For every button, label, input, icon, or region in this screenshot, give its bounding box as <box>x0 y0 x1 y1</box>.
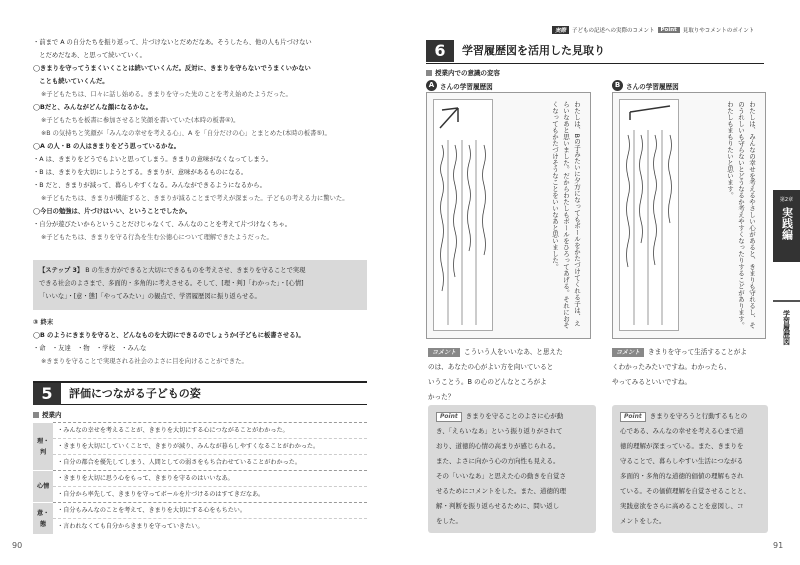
handwriting-a-image <box>434 100 492 330</box>
comment-b-badge: コメント <box>612 348 644 357</box>
dialog-line: ◯きまりを守ってうまくいくことは続いていくんだ。反対に、きまりを守らないでうまくいかない <box>33 65 311 72</box>
dialog-line: ※きまりを守ることで実現される社会のよさに目を向けることができた。 <box>41 358 248 365</box>
chapter-tab-title: 実践編 <box>780 207 794 240</box>
comment-a-line: のは、あなたの心がよい方を向いていると <box>428 363 554 371</box>
dialog-line: ※子どもたちを板書に参加させると笑顔を書いていた(本時の板書④)。 <box>41 117 240 124</box>
dialog-line: ※子どもたちは、きまりを守る行為を生む公徳心について理解できたようだった。 <box>41 234 273 241</box>
header-badge-actual: 実際 <box>552 26 569 34</box>
point-b-line: 実践意欲をさらに高めることを意図し、コ <box>620 502 744 510</box>
point-b-line: 心である、みんなの幸せを考える心まで道 <box>620 427 744 435</box>
dialog-line: ③ 終末 <box>33 319 54 326</box>
dialog-line: ◯今日の勉強は、片づけはいい、ということでしたか。 <box>33 208 192 215</box>
eval-row <box>33 487 367 503</box>
eval-row <box>33 471 367 487</box>
running-header <box>552 26 754 34</box>
point-a-badge: Point <box>436 412 462 422</box>
eval-row <box>33 519 367 535</box>
dialog-line: ・B だと、きまりが減って、暮らしやすくなる。みんなができるようになるから。 <box>33 182 266 189</box>
dialog-line: ◯A の人・B の人はきまりをどう思っているかな。 <box>33 143 181 150</box>
dialog-line: ◯B のようにきまりを守ると、どんなものを大切にできるのでしょうか(子どもに板書させる)。 <box>33 332 305 339</box>
point-a-line: きまりを守ることのよさに心が動 <box>465 412 564 420</box>
point-box-b <box>612 405 768 533</box>
chapter-tab-number: 第2章 <box>779 197 794 203</box>
eval-category: 理・判 <box>33 423 53 471</box>
point-a-line: をした。 <box>436 517 462 525</box>
point-b-line: メントをした。 <box>620 517 666 525</box>
point-a-line: その「いいなあ」と思えた心の動きを自覚さ <box>436 472 566 480</box>
dialog-line: ◯Bだと、みんながどんな顔になるかな。 <box>33 104 152 111</box>
section-5-title: 評価につながる子どもの姿 <box>69 387 201 400</box>
point-a-line: き、「えらいなあ」という振り返りがされて <box>436 427 563 435</box>
eval-row <box>33 423 367 439</box>
point-b-badge: Point <box>620 412 646 422</box>
right-page <box>400 0 800 565</box>
eval-row <box>33 439 367 455</box>
step3-line1: B の生き方ができると大切にできるものを考えさせ、きまりを守ることで実現 <box>83 267 306 274</box>
comment-b <box>612 345 768 390</box>
dialog-line: ※子どもたちは、口々に話し始める。きまりを守った先のことを考え始めたようだった。 <box>41 91 292 98</box>
comment-b-line: くわかったみたいですね。わかったら、 <box>612 363 731 371</box>
comment-a-line: かった？ <box>428 393 455 401</box>
eval-category: 心情 <box>33 471 53 503</box>
learning-history-board-a <box>426 92 591 339</box>
point-a-line: また、よさに向かう心の方向性も見える。 <box>436 457 560 465</box>
board-a-typed-text: わたしは、Bの子みたいに夕方になってもボールをかたづけてくれる子は、えらいなあと思いました。だからわたしもボールをひろってあげる。それにおそくなってもかたづけそうなことをいいなあと思いました。 <box>551 101 581 329</box>
board-a-label <box>426 80 493 91</box>
evaluation-table <box>33 422 367 534</box>
subhead-jugyounai: 授業内 <box>33 410 62 419</box>
section-5-number: 5 <box>33 383 61 405</box>
section-5-header <box>33 381 367 405</box>
handwritten-sheet-b <box>619 99 679 331</box>
step3-label: 【ステップ 3】 <box>39 267 84 274</box>
dialog-line: ・B は、きまりを大切にしようとする。きまりが、意味があるものになる。 <box>33 169 248 176</box>
board-b-label <box>612 80 679 91</box>
eval-item: ・きまりを大切にしていくことで、きまりが減り、みんなが暮らしやすくなることがわかった。 <box>53 439 367 455</box>
page-number-left: 90 <box>12 541 23 550</box>
closing-section <box>33 316 368 368</box>
section-6-number: 6 <box>426 40 454 62</box>
eval-row <box>33 503 367 519</box>
comment-a-line: いうことう。B の心のどんなところがよ <box>428 378 547 386</box>
dialog-line: ことも続いていくんだ。 <box>33 78 109 85</box>
step3-box <box>33 260 367 310</box>
student-b-circle: B <box>612 80 623 91</box>
eval-item: ・自分もみんなのことを考えて、きまりを大切にする心をもちたい。 <box>53 503 367 519</box>
dialog-line: ※子どもたちは、きまりが機能すると、きまりが減ることまで考えが深まった。子どもの考える力に驚いた。 <box>41 195 349 202</box>
point-b-line: ている。その価値理解を自覚させることと、 <box>620 487 750 495</box>
subhead-change: 授業内での意識の変容 <box>426 68 500 77</box>
comment-a-line: こういう人をいいなあ、と思えた <box>464 348 563 356</box>
dialog-line: ・前まで A の自分たちを振り返って、片づけないとだめだなあ。そうしたら、他の人も片づけない <box>33 39 312 46</box>
section-6-title: 学習履歴図を活用した見取り <box>462 44 605 57</box>
eval-row <box>33 455 367 471</box>
step3-line2: できる社会のよさまで、多面的・多角的に考えさせる。そして、[理・判]「わかった」・[心情] <box>39 280 304 287</box>
point-a-line: 解・判断を振り返らせるために、問い返し <box>436 502 560 510</box>
point-b-line: 多面的・多角的な道徳的価値の理解もされ <box>620 472 744 480</box>
header-text-2: 見取りやコメントのポイント <box>682 28 755 34</box>
eval-item: ・自分の都合を優先してしまう、人間としての弱さをもち合わせていることがわかった。 <box>53 455 367 471</box>
eval-item: ・自分から率先して、きまりを守ってボールを片づけるのはすてきだなあ。 <box>53 487 367 503</box>
dialog-line: とだめだなあ、と思って続いていく。 <box>33 52 146 59</box>
point-b-line: 守ることで、暮らしやすい生活につながる <box>620 457 744 465</box>
section-tab <box>773 300 800 360</box>
header-badge-point: Point <box>658 27 680 33</box>
dialog-line: ・命 ・友達 ・物 ・学校 ・みんな <box>33 345 147 352</box>
page-number-right: 91 <box>773 541 784 550</box>
point-a-line: おり、道徳的心情の高まりが感じられる。 <box>436 442 560 450</box>
lesson-dialog <box>33 36 368 244</box>
point-box-a <box>428 405 596 533</box>
section-6-header <box>426 40 764 64</box>
comment-a-badge: コメント <box>428 348 460 357</box>
eval-item: ・言われなくても自分からきまりを守っていきたい。 <box>53 519 367 535</box>
dialog-line: ・自分が遊びたいからということだけじゃなくて、みんなのことを考えて片づけなくちゃ。 <box>33 221 292 228</box>
point-a-line: せるためにコメントをした。また、道徳的理 <box>436 487 566 495</box>
point-b-line: きまりを守ろうと行動するもとの <box>649 412 748 420</box>
comment-b-line: きまりを守って生活することがよ <box>648 348 747 356</box>
eval-category: 意・態 <box>33 503 53 535</box>
board-b-label-text: さんの学習履歴図 <box>626 82 679 91</box>
section-tab-label: 学習履歴図 <box>782 310 791 345</box>
learning-history-board-b <box>612 92 766 339</box>
handwritten-sheet-a <box>433 99 493 331</box>
eval-item: ・きまりを大切に思う心をもって、きまりを守るのはいいなあ。 <box>53 471 367 487</box>
header-text-1: 子どもの記述への実際のコメント <box>572 28 655 34</box>
dialog-line: ※B の気持ちと笑顔が「みんなの幸せを考える心」、A を「自分だけの心」とまとめた(本時の板書⑤)。 <box>41 130 331 137</box>
step3-line3: 「いいな」・[意・態]「やってみたい」の観点で、学習履歴図に振り返らせる。 <box>39 293 261 300</box>
comment-a <box>428 345 596 405</box>
comment-b-line: やってみるといいですね。 <box>612 378 692 386</box>
chapter-tab <box>773 190 800 262</box>
student-a-circle: A <box>426 80 437 91</box>
eval-item: ・みんなの幸せを考えることが、きまりを大切にする心につながることがわかった。 <box>53 423 367 439</box>
board-b-typed-text: わたしは、みんなの幸せを考えるやさしい心があると、きまりも守れるし、そのうれしいも守らないとどうなるか考えやすくなったりするこどがあります。わたしもまもりたいと思います。 <box>726 101 756 329</box>
handwriting-b-image <box>620 100 678 330</box>
board-a-label-text: さんの学習履歴図 <box>440 82 493 91</box>
point-b-line: 徳的理解が深まっている。また、きまりを <box>620 442 744 450</box>
dialog-line: ・A は、きまりをどうでもよいと思ってしまう。きまりの意味がなくなってしまう。 <box>33 156 273 163</box>
